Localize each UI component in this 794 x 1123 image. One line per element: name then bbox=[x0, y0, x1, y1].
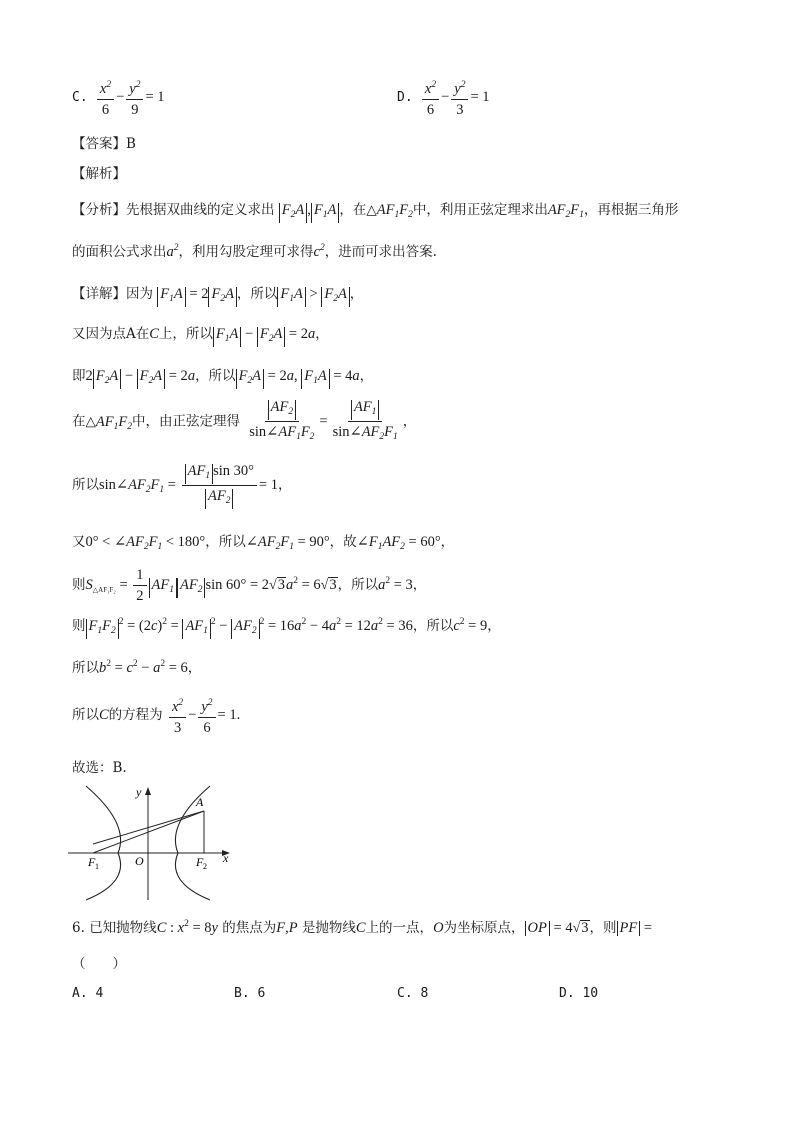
option-d: D. $\frac{x^2}{6}$ − $\frac{y^2}{3}$ = 1 bbox=[397, 76, 490, 119]
detail-line-4: 在$\triangle AF_1F_2$中，由正弦定理得 $\frac{AF_2}{\sin\angle AF_1F_2}$ = $\frac{AF_1}{\sin\angle AF_2F_1}$ ， bbox=[72, 399, 417, 442]
analysis-line-1: 【分析】先根据双曲线的定义求出 $F_2A$ , $F_1A$ ，在$\triangle AF_1F_2$中，利用正弦定理求出$AF_2F_1$，再根据三角形 bbox=[72, 198, 678, 223]
option-d-label: D. bbox=[397, 89, 413, 105]
detail-line-3: 即2 $F_2A - F_2A = 2a$，所以 $F_2A = 2a$, $F_1A = 4a$， bbox=[72, 364, 373, 389]
label-y: y bbox=[136, 785, 142, 799]
detail-line-1: 【详解】因为 $F_1A = 2$ $F_2A$ ，所以 $F_1A > F_2A$ ， bbox=[72, 282, 363, 307]
q6-option-c[interactable]: C. 8 bbox=[397, 986, 429, 1001]
q6-option-a[interactable]: A. 4 bbox=[72, 986, 104, 1001]
question-6: 6. 已知抛物线C : $x^2 = 8y$ 的焦点为F,P 是抛物线C上的一点，O为坐标原点， OP = 4√3，则 PF = bbox=[72, 919, 653, 936]
analysis-line-2: 的面积公式求出$a^2$，利用勾股定理可求得$c^2$，进而可求出答案. bbox=[72, 243, 437, 260]
svg-text:2: 2 bbox=[203, 862, 207, 871]
detail-line-7: 则$S_{\triangle AF_1F_2}$ = $\frac{1}{2}$ $AF_1$ $AF_2$ $\sin 60^\circ = 2√3a^2 = 6√3$，所以$a^2 = 3$， bbox=[72, 567, 427, 604]
svg-text:1: 1 bbox=[95, 862, 99, 871]
q6-option-b[interactable]: B. 6 bbox=[234, 986, 266, 1001]
label-f1: F bbox=[88, 855, 96, 869]
detail-line-6: 又$0^\circ < \angle AF_2F_1 < 180^\circ$，所以$\angle AF_2F_1 = 90^\circ$，故$\angle F_1AF_2 = 60^\circ$， bbox=[72, 534, 455, 552]
label-f2: F bbox=[196, 855, 204, 869]
q6-option-d[interactable]: D. 10 bbox=[559, 986, 599, 1001]
answer-value: B bbox=[126, 136, 136, 152]
choose-line: 故选：B. bbox=[72, 760, 127, 776]
detail-line-5: 所以$\sin\angle AF_2F_1$ = $\frac{AF_1 \sin 30^\circ}{AF_2}$ = 1， bbox=[72, 462, 291, 509]
detail-line-10: 所以C的方程为 $\frac{x^2}{3}$ − $\frac{y^2}{6}$ = 1. bbox=[72, 694, 240, 737]
label-a: A bbox=[196, 795, 204, 809]
detail-line-8: 则 $F_1F_2^2 = (2c)^2 = AF_1^2 - AF_2^2 = 16a^2 - 4a^2 = 12a^2 = 36$，所以$c^2 = 9$， bbox=[72, 614, 501, 639]
option-c: C. $\frac{x^2}{6}$ − $\frac{y^2}{9}$ = 1 bbox=[72, 76, 165, 119]
answer-tag: 【答案】 bbox=[72, 136, 126, 152]
option-c-label: C. bbox=[72, 89, 88, 105]
label-o: O bbox=[135, 854, 144, 868]
question-6-paren: （ ） bbox=[72, 956, 126, 972]
answer-line bbox=[72, 132, 136, 152]
detail-line-9: 所以$b^2 = c^2 - a^2 = 6$， bbox=[72, 659, 202, 676]
hyperbola-figure bbox=[68, 784, 243, 902]
analysis-tag: 【解析】 bbox=[72, 166, 126, 182]
detail-line-2: 又因为点A在C上，所以 $F_1A - F_2A = 2a$， bbox=[72, 322, 329, 347]
label-x: x bbox=[223, 851, 229, 865]
